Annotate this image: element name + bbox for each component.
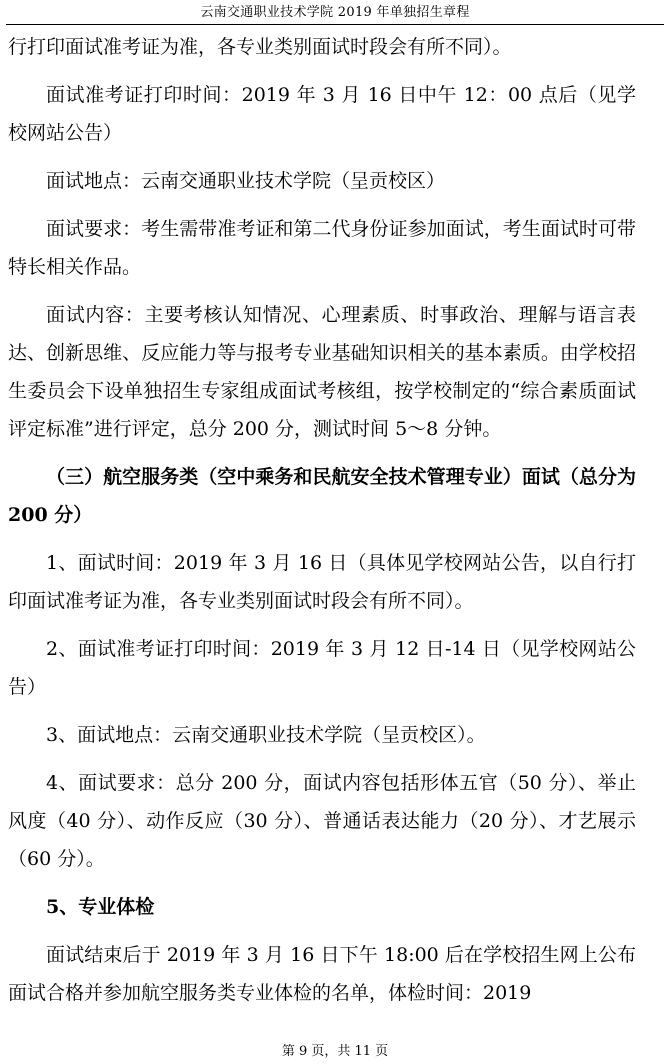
running-header: 云南交通职业技术学院 2019 年单独招生章程 (200, 5, 470, 20)
section-heading-aviation: （三）航空服务类（空中乘务和民航安全技术管理专业）面试（总分为 200 分） (8, 466, 636, 526)
page-body (8, 28, 636, 1022)
paragraph-interview-requirements: 面试要求：考生需带准考证和第二代身份证参加面试，考生面试时可带特长相关作品。 (8, 218, 636, 278)
header-rule (6, 24, 664, 25)
paragraph-physical-exam: 面试结束后于 2019 年 3 月 16 日下午 18:00 后在学校招生网上公布面试合格并参加航空服务类专业体检的名单，体检时间：2019 (8, 944, 636, 1004)
list-item-print-time: 2、面试准考证打印时间：2019 年 3 月 12 日-14 日（见学校网站公告） (8, 638, 636, 698)
paragraph-continued: 行打印面试准考证为准，各专业类别面试时段会有所不同）。 (8, 36, 512, 58)
paragraph-interview-content: 面试内容：主要考核认知情况、心理素质、时事政治、理解与语言表达、创新思维、反应能力等与报考专业基础知识相关的基本素质。由学校招生委员会下设单独招生专家组成面试考核组，按学校制定的“综合素质面试评定标准”进行评定，总分 200 分，测试时间 5～8 分钟。 (8, 304, 636, 440)
subheading-physical-exam: 5、专业体检 (46, 896, 155, 918)
list-item-interview-time: 1、面试时间：2019 年 3 月 16 日（具体见学校网站公告，以自行打印面试准考证为准，各专业类别面试时段会有所不同）。 (8, 552, 636, 612)
paragraph-interview-location: 面试地点：云南交通职业技术学院（呈贡校区） (46, 170, 446, 192)
page-number: 第 9 页，共 11 页 (281, 1044, 389, 1059)
paragraph-admission-print-time: 面试准考证打印时间：2019 年 3 月 16 日中午 12：00 点后（见学校网站公告） (8, 84, 636, 144)
list-item-requirements: 4、面试要求：总分 200 分，面试内容包括形体五官（50 分）、举止风度（40 分）、动作反应（30 分）、普通话表达能力（20 分）、才艺展示（60 分）。 (8, 772, 636, 870)
list-item-location: 3、面试地点：云南交通职业技术学院（呈贡校区）。 (46, 724, 486, 746)
